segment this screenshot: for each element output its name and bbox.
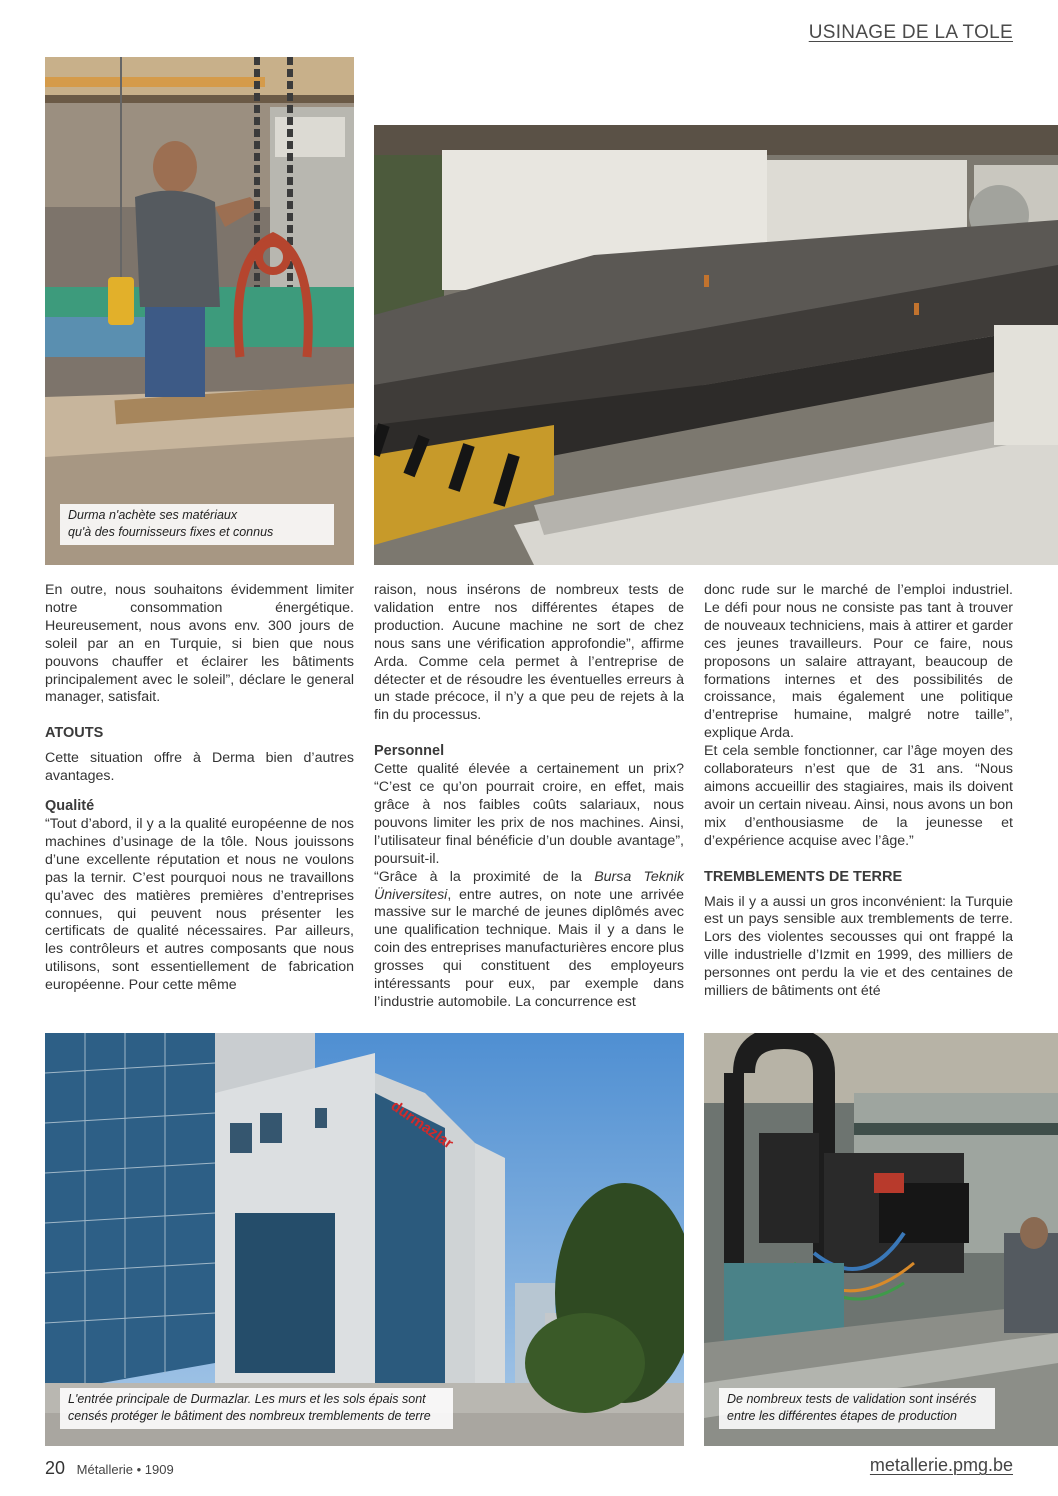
section-title: USINAGE DE LA TOLE xyxy=(808,22,1013,43)
heading-atouts: ATOUTS xyxy=(45,725,104,742)
col1-qualite-paragraph: “Tout d’abord, il y a la qualité européenne de nos machines d’usinage de la tôle. Nous jouissons d’une excellente réputation et nous ne voulons pas la ternir. C’est pourquoi nous ne travaillons qu’avec des matières premières d’entreprises connues, qui peuvent nous présenter les certificats de qualité nécessaires. Par ailleurs, les contrôleurs et autres composants que nous utilisons, sont essentiellement de fabrication européenne. Pour cette même xyxy=(45,815,354,994)
laser-table-illustration xyxy=(374,125,1058,565)
photo-plasma-cutter xyxy=(704,1033,1058,1446)
col2-paragraph-1: raison, nous insérons de nombreux tests de validation entre nos différentes étapes de production. Aucune machine ne sort de chez nous sans une vérification approfondie”, affirme Arda. Comme cela permet à l’entreprise de détecter et de résoudre les éventuelles erreurs à un stade précoce, il n’y a que peu de rejets à la fin du processus. xyxy=(374,582,684,724)
col2-p3-before: “Grâce à la proximité de la xyxy=(374,868,595,885)
heading-tremblements: TREMBLEMENTS DE TERRE xyxy=(704,868,903,885)
col1-atouts-paragraph: Cette situation offre à Derma bien d’autres avantages. xyxy=(45,750,354,785)
photo-laser-table xyxy=(374,125,1058,565)
building-sign: durmazlar xyxy=(387,1097,457,1153)
caption-worker-hoist xyxy=(60,504,334,545)
col2-p3-university: Bursa Teknik Üniversitesi xyxy=(374,868,684,903)
worker-hoist-illustration xyxy=(45,57,354,565)
subheading-qualite: Qualité xyxy=(45,798,95,815)
footer-left xyxy=(45,1458,174,1479)
photo-building-entrance xyxy=(45,1033,684,1446)
caption-building xyxy=(60,1388,453,1429)
caption-building-line2: censés protéger le bâtiment des nombreux tremblements de terre xyxy=(68,1409,431,1423)
photo-worker-hoist xyxy=(45,57,354,565)
col2-paragraph-2: Cette qualité élevée a certainement un prix? “C’est ce qu’on pourrait croire, en effet, mais grâce à nos faibles coûts salariaux, nous pouvons limiter les prix de nos machines. Ainsi, l’utilisateur final bénéficie d’un double avantage”, poursuit-il. xyxy=(374,761,684,867)
article-column-3 xyxy=(704,582,1013,1001)
caption-plasma xyxy=(719,1388,995,1429)
col3-paragraph-2: Et cela semble fonctionner, car l’âge moyen des collaborateurs n’est que de 31 ans. “Nous aimons accueillir des stagiaires, mais ils doivent avoir un certain niveau. Ainsi, nous avons un bon mix d’enthousiasme de la jeunesse et d’expérience acquise avec l’âge.” xyxy=(704,743,1013,849)
caption-plasma-line1: De nombreux tests de validation sont insérés xyxy=(727,1392,977,1406)
subheading-personnel: Personnel xyxy=(374,743,445,760)
caption-worker-line2: qu'à des fournisseurs fixes et connus xyxy=(68,525,274,539)
page-number: 20 xyxy=(45,1458,66,1478)
col2-paragraph-3 xyxy=(374,869,684,1012)
website-link[interactable]: metallerie.pmg.be xyxy=(869,1455,1013,1475)
magazine-issue: Métallerie • 1909 xyxy=(76,1462,174,1477)
caption-plasma-line2: entre les différentes étapes de production xyxy=(727,1409,958,1423)
article-column-2 xyxy=(374,582,684,1012)
col3-paragraph-1: donc rude sur le marché de l’emploi industriel. Le défi pour nous ne consiste pas tant à trouver de nouveaux techniciens, mais à attirer et garder ces jeunes travailleurs. Pour ce faire, nous proposons un salaire attrayant, beaucoup de formations internes et des possibilités de croissance, mais également une politique d’entreprise humaine, malgré notre taille”, explique Arda. xyxy=(704,582,1013,742)
caption-worker-line1: Durma n'achète ses matériaux xyxy=(68,508,238,522)
building-illustration xyxy=(45,1033,684,1446)
col3-paragraph-3: Mais il y a aussi un gros inconvénient: la Turquie est un pays sensible aux tremblements de terre. Lors des violentes secousses qui ont frappé la ville industrielle d’Izmit en 1999, des milliers de personnes ont perdu la vie et des centaines de milliers de bâtiments ont été xyxy=(704,893,1013,1000)
col1-intro-paragraph: En outre, nous souhaitons évidemment limiter notre consommation énergétique. Heureusement, nous avons env. 300 jours de soleil par an en Turquie, si bien que nous pouvons chauffer et éclairer les bâtiments principalement avec le soleil”, déclare le general manager, satisfait. xyxy=(45,582,354,706)
col2-p3-after: , entre autres, on note une arrivée massive sur le marché de jeunes diplômés avec une qualification technique. Mais il y a dans le coin des entreprises manufacturières encore plus grosses qui constituent des employeurs intéressants pour eux, par exemple dans l’industrie automobile. La concurrence est xyxy=(374,886,684,1010)
caption-building-line1: L'entrée principale de Durmazlar. Les murs et les sols épais sont xyxy=(68,1392,426,1406)
plasma-cutter-illustration xyxy=(704,1033,1058,1446)
article-column-1 xyxy=(45,582,354,995)
